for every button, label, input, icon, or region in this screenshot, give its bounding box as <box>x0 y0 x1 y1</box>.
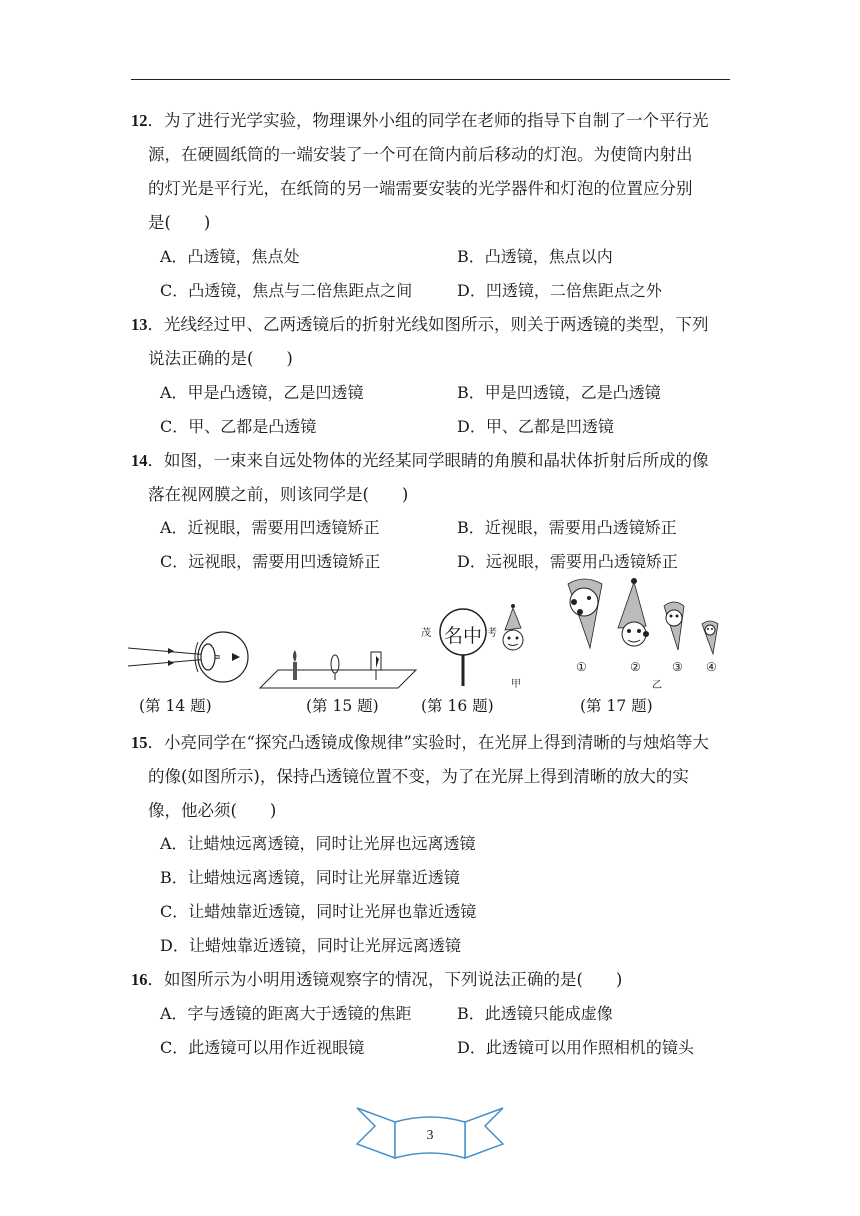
question-text-line: ．如图所示为小明用透镜观察字的情况，下列说法正确的是( ) <box>147 970 623 989</box>
option-b: B．此透镜只能成虚像 <box>457 1004 613 1023</box>
question-number: 13 <box>131 315 148 334</box>
option-d: D．凹透镜，二倍焦距点之外 <box>457 281 662 300</box>
magnifier-figure <box>421 600 541 692</box>
clown-images-figure <box>556 576 726 690</box>
question-14 <box>131 444 731 512</box>
question-text-line: 的灯光是平行光，在纸筒的另一端需要安装的光学器件和灯泡的位置应分别 <box>148 179 693 198</box>
caption-fig-16: (第 16 题) <box>421 697 494 715</box>
figure-label: 乙 <box>652 680 662 691</box>
option-b: B．近视眼，需要用凸透镜矫正 <box>457 518 677 537</box>
option-c: C．此透镜可以用作近视眼镜 <box>160 1038 365 1057</box>
option-a: A．字与透镜的距离大于透镜的焦距 <box>160 1004 412 1023</box>
option-d: D．远视眼，需要用凸透镜矫正 <box>457 552 678 571</box>
option-c: C．凸透镜，焦点与二倍焦距点之间 <box>160 281 413 300</box>
question-text-line: 的像(如图所示)，保持凸透镜位置不变，为了在光屏上得到清晰的放大的实 <box>148 767 689 786</box>
eye-diagram-figure <box>128 620 268 690</box>
question-text-line: 落在视网膜之前，则该同学是( ) <box>148 485 409 504</box>
question-text-line: ．光线经过甲、乙两透镜后的折射光线如图所示，则关于两透镜的类型，下列 <box>147 315 709 334</box>
caption-fig-14: (第 14 题) <box>139 697 212 715</box>
caption-fig-15: (第 15 题) <box>306 697 379 715</box>
caption-fig-17: (第 17 题) <box>580 697 653 715</box>
option-c: C．远视眼，需要用凹透镜矫正 <box>160 552 381 571</box>
marker-3: ③ <box>672 660 683 674</box>
page-number: 3 <box>426 1128 434 1143</box>
marker-1: ① <box>576 660 587 674</box>
option-d: D．此透镜可以用作照相机的镜头 <box>457 1038 694 1057</box>
question-text-line: 说法正确的是( ) <box>148 349 293 368</box>
question-number: 16 <box>131 970 148 989</box>
question-text-line: 像，他必须( ) <box>148 801 277 820</box>
question-13 <box>131 308 731 376</box>
question-text-line: ．为了进行光学实验，物理课外小组的同学在老师的指导下自制了一个平行光 <box>147 111 709 130</box>
question-text-line: 源，在硬圆纸筒的一端安装了一个可在筒内前后移动的灯泡。为使筒内射出 <box>148 145 693 164</box>
option-d: D．甲、乙都是凹透镜 <box>457 417 614 436</box>
option-c: C．让蜡烛靠近透镜，同时让光屏也靠近透镜 <box>160 902 477 921</box>
right-char: 考 <box>487 628 497 639</box>
option-a: A．凸透镜，焦点处 <box>160 247 300 266</box>
optical-bench-figure <box>258 640 418 692</box>
marker-4: ④ <box>706 660 717 674</box>
question-15 <box>131 726 731 828</box>
header-rule <box>131 79 730 80</box>
option-b: B．甲是凹透镜，乙是凸透镜 <box>457 383 661 402</box>
question-16 <box>131 963 731 997</box>
magnified-text: 名中 <box>444 625 483 647</box>
option-d: D．让蜡烛靠近透镜，同时让光屏远离透镜 <box>160 936 461 955</box>
question-text-line: ．小亮同学在“探究凸透镜成像规律”实验时，在光屏上得到清晰的与烛焰等大 <box>147 733 709 752</box>
question-number: 12 <box>131 111 148 130</box>
option-c: C．甲、乙都是凸透镜 <box>160 417 317 436</box>
question-text-line: ．如图，一束来自远处物体的光经某同学眼睛的角膜和晶状体折射后所成的像 <box>147 451 709 470</box>
question-number: 14 <box>131 451 148 470</box>
option-b: B．让蜡烛远离透镜，同时让光屏靠近透镜 <box>160 868 460 887</box>
question-12 <box>131 104 731 240</box>
marker-2: ② <box>630 660 641 674</box>
option-a: A．甲是凸透镜，乙是凹透镜 <box>160 383 364 402</box>
option-b: B．凸透镜，焦点以内 <box>457 247 613 266</box>
option-a: A．近视眼，需要用凹透镜矫正 <box>160 518 380 537</box>
figure-label: 甲 <box>511 679 521 690</box>
option-a: A．让蜡烛远离透镜，同时让光屏也远离透镜 <box>160 834 476 853</box>
left-char: 茂 <box>421 628 431 639</box>
question-text-line: 是( ) <box>148 213 211 232</box>
question-number: 15 <box>131 733 148 752</box>
